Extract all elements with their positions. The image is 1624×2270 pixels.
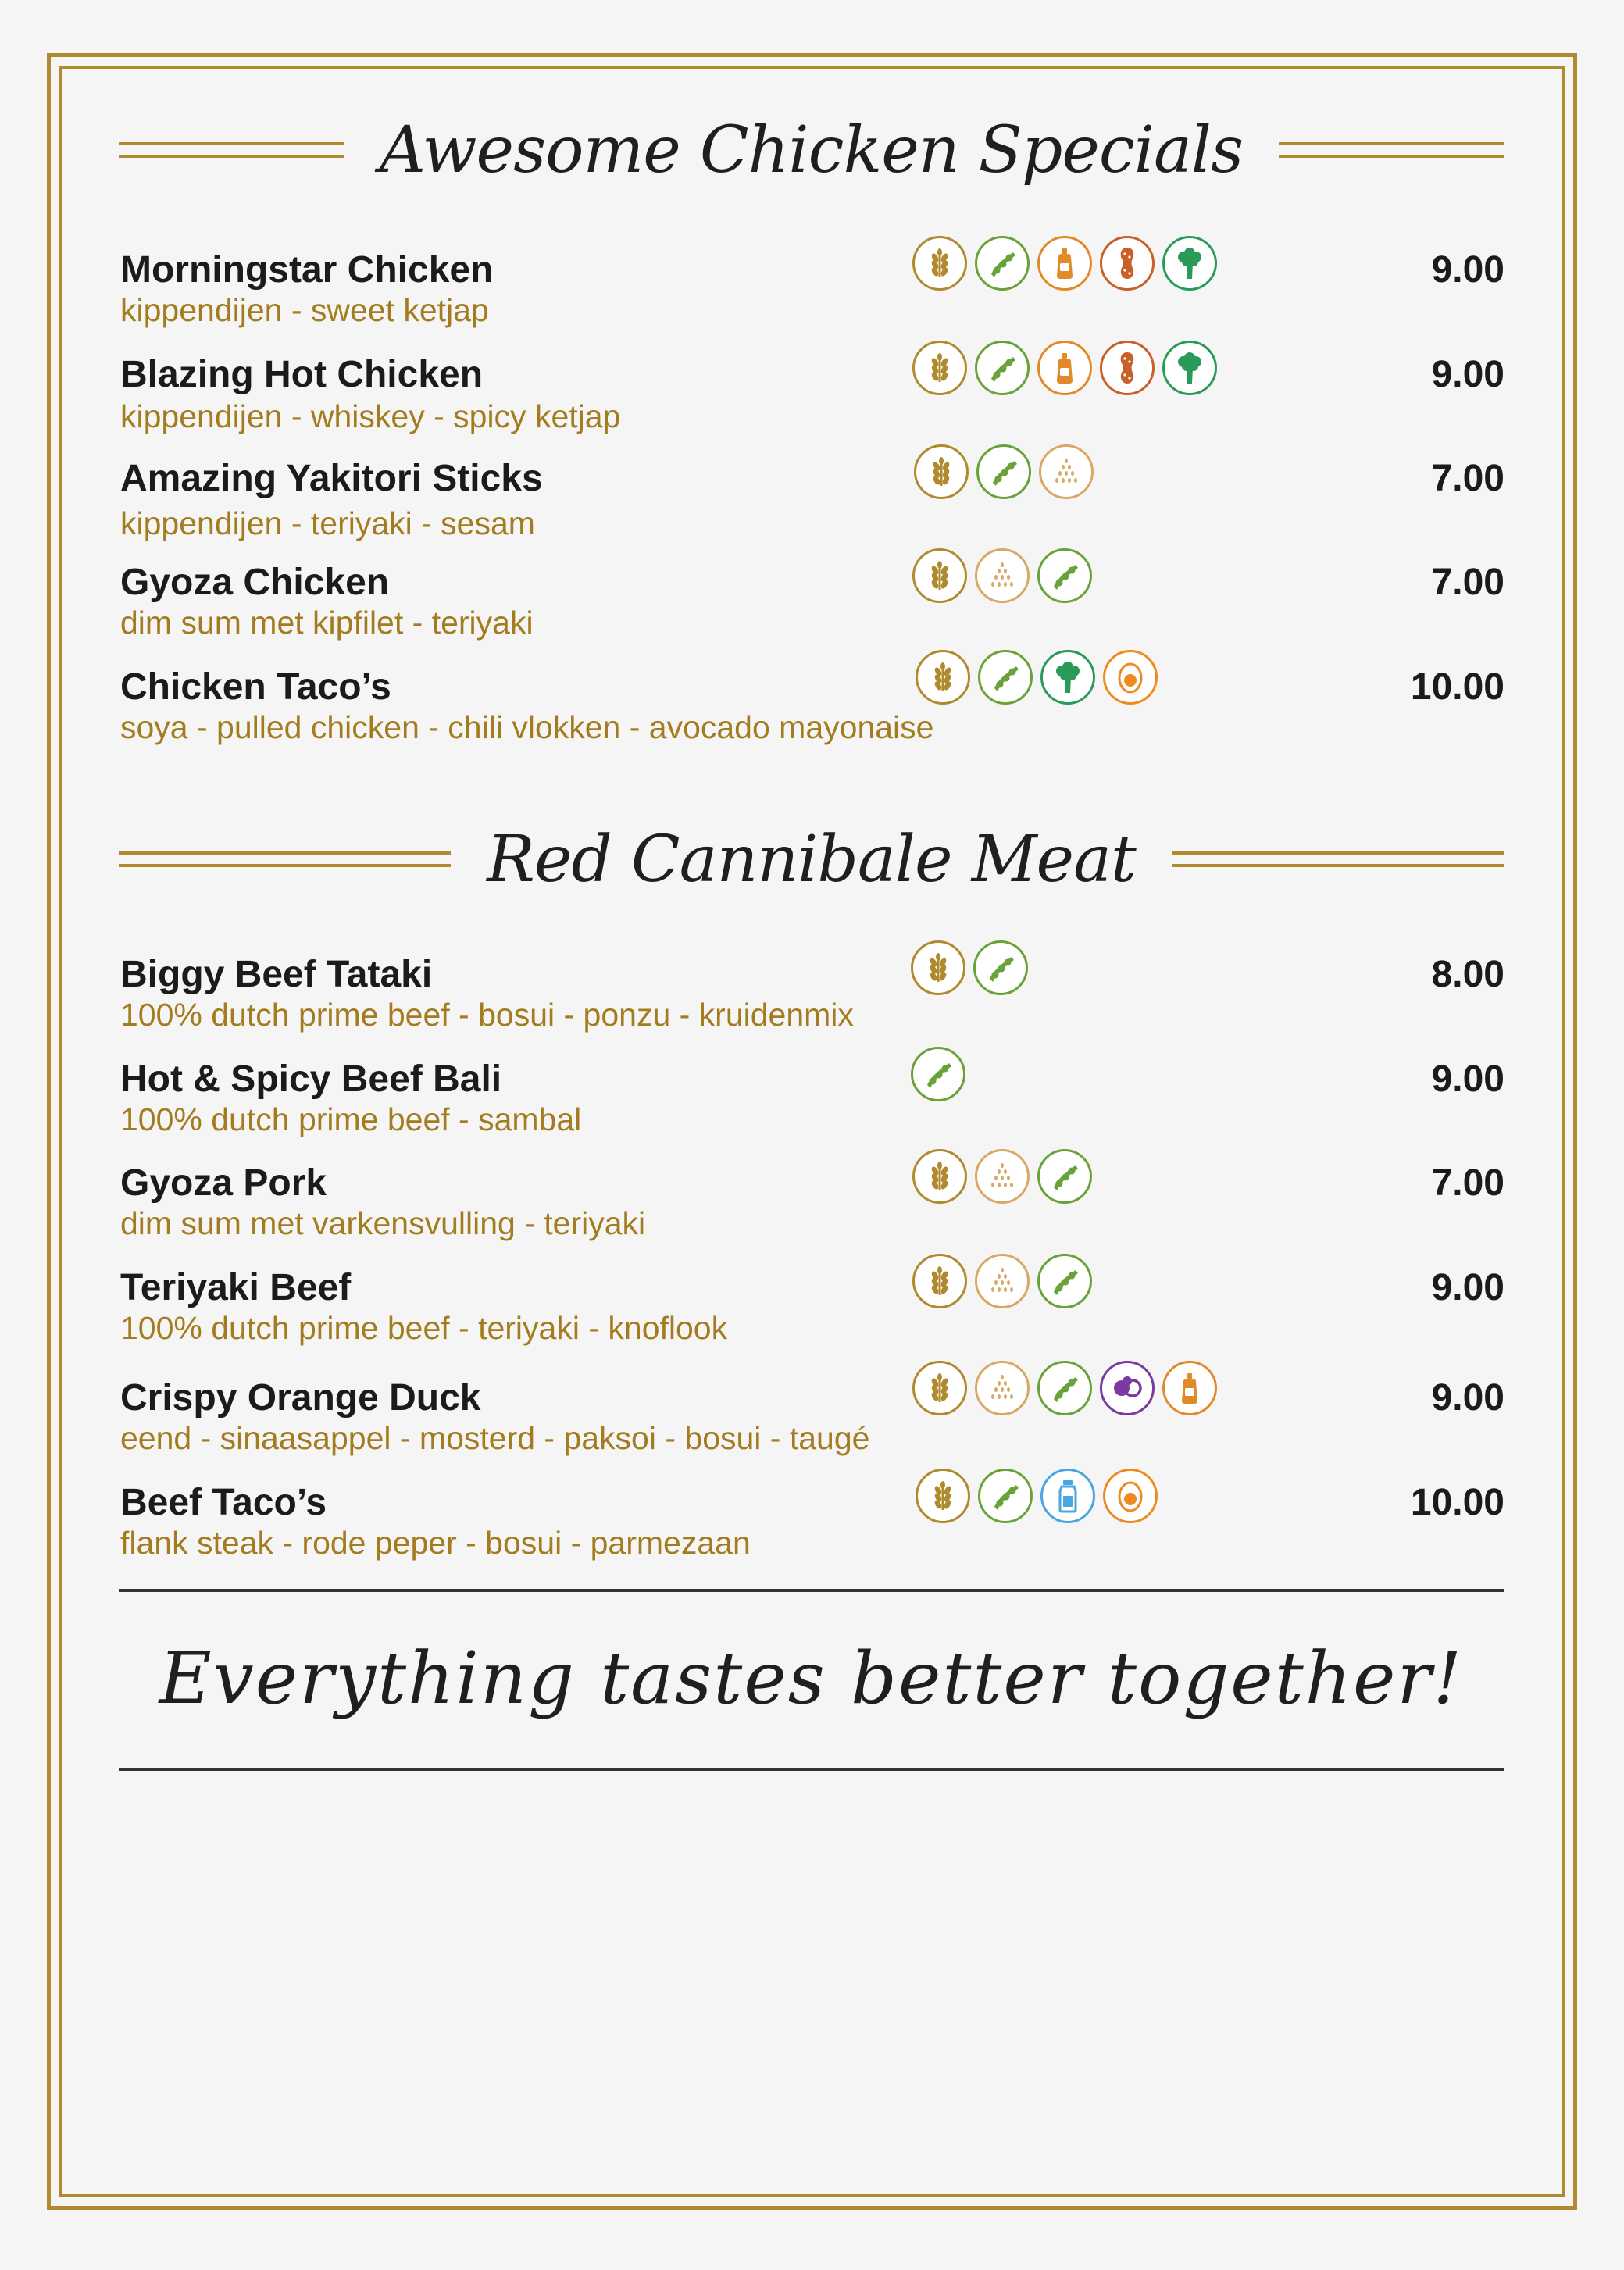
- title-rule-left: [119, 851, 451, 867]
- allergen-icons: [912, 236, 1217, 291]
- celery-icon: [1162, 341, 1217, 395]
- sesame-icon: [975, 548, 1030, 603]
- title-rule-right: [1172, 851, 1504, 867]
- allergen-icons: [911, 1047, 965, 1101]
- allergen-icons: [912, 1361, 1217, 1415]
- item-price: 7.00: [1431, 458, 1504, 499]
- soy-icon: [978, 650, 1033, 705]
- item-name: Crispy Orange Duck: [120, 1377, 481, 1419]
- item-description: kippendijen - whiskey - spicy ketjap: [120, 398, 621, 434]
- menu-item: [120, 666, 1504, 751]
- item-name: Teriyaki Beef: [120, 1267, 352, 1308]
- milk-icon: [1040, 1469, 1095, 1523]
- allergen-icons: [914, 444, 1094, 499]
- item-description: dim sum met kipfilet - teriyaki: [120, 605, 534, 641]
- gluten-icon: [911, 940, 965, 995]
- gluten-icon: [912, 341, 967, 395]
- egg-icon: [1103, 1469, 1158, 1523]
- gluten-icon: [912, 548, 967, 603]
- item-name: Hot & Spicy Beef Bali: [120, 1058, 502, 1100]
- soy-icon: [975, 341, 1030, 395]
- soy-icon: [973, 940, 1028, 995]
- item-description: 100% dutch prime beef - teriyaki - knoflook: [120, 1310, 728, 1346]
- section-title-chicken: [119, 95, 1504, 205]
- item-description: soya - pulled chicken - chili vlokken - avocado mayonaise: [120, 709, 934, 745]
- item-description: eend - sinaasappel - mosterd - paksoi - bosui - taugé: [120, 1420, 870, 1456]
- mustard-icon: [1162, 1361, 1217, 1415]
- allergen-icons: [912, 548, 1092, 603]
- allergen-icons: [916, 1469, 1158, 1523]
- gluten-icon: [912, 1254, 967, 1308]
- item-name: Gyoza Pork: [120, 1162, 327, 1204]
- item-price: 10.00: [1410, 666, 1504, 708]
- title-rule-left: [119, 142, 344, 158]
- item-price: 10.00: [1410, 1482, 1504, 1523]
- gluten-icon: [914, 444, 969, 499]
- menu-item: [120, 1481, 1504, 1567]
- gluten-icon: [912, 236, 967, 291]
- lupin-icon: [1100, 1361, 1155, 1415]
- soy-icon: [1037, 1254, 1092, 1308]
- egg-icon: [1103, 650, 1158, 705]
- soy-icon: [1037, 548, 1092, 603]
- sesame-icon: [975, 1361, 1030, 1415]
- soy-icon: [1037, 1149, 1092, 1204]
- tagline-rule-top: [119, 1589, 1504, 1592]
- item-name: Biggy Beef Tataki: [120, 954, 433, 995]
- menu-item: [120, 1266, 1504, 1352]
- menu-item: [120, 353, 1504, 439]
- soy-icon: [911, 1047, 965, 1101]
- sesame-icon: [1039, 444, 1094, 499]
- allergen-icons: [912, 1254, 1092, 1308]
- item-price: 9.00: [1431, 249, 1504, 291]
- item-description: kippendijen - sweet ketjap: [120, 292, 489, 328]
- menu-item: [120, 561, 1504, 647]
- menu-item: [120, 248, 1504, 334]
- section-heading: Awesome Chicken Specials: [379, 112, 1244, 187]
- tagline: Everything tastes better together!: [159, 1636, 1464, 1720]
- item-price: 7.00: [1431, 1162, 1504, 1204]
- soy-icon: [978, 1469, 1033, 1523]
- allergen-icons: [911, 940, 1028, 995]
- gluten-icon: [912, 1361, 967, 1415]
- soy-icon: [1037, 1361, 1092, 1415]
- gluten-icon: [912, 1149, 967, 1204]
- menu-item: [120, 1058, 1504, 1144]
- soy-icon: [976, 444, 1031, 499]
- celery-icon: [1040, 650, 1095, 705]
- item-name: Morningstar Chicken: [120, 249, 494, 291]
- allergen-icons: [916, 650, 1158, 705]
- allergen-icons: [912, 341, 1217, 395]
- sesame-icon: [975, 1254, 1030, 1308]
- item-description: kippendijen - teriyaki - sesam: [120, 505, 535, 541]
- item-description: flank steak - rode peper - bosui - parmezaan: [120, 1525, 751, 1561]
- sesame-icon: [975, 1149, 1030, 1204]
- item-name: Blazing Hot Chicken: [120, 354, 484, 395]
- item-price: 9.00: [1431, 1058, 1504, 1100]
- item-name: Gyoza Chicken: [120, 562, 390, 603]
- peanut-icon: [1100, 341, 1155, 395]
- title-rule-right: [1279, 142, 1504, 158]
- menu-item: [120, 457, 1504, 543]
- item-price: 9.00: [1431, 1377, 1504, 1419]
- allergen-icons: [912, 1149, 1092, 1204]
- section-title-meat: [119, 805, 1504, 914]
- item-name: Beef Taco’s: [120, 1482, 327, 1523]
- mustard-icon: [1037, 341, 1092, 395]
- gluten-icon: [916, 1469, 970, 1523]
- menu-item: [120, 1376, 1504, 1462]
- item-name: Amazing Yakitori Sticks: [120, 458, 543, 499]
- gluten-icon: [916, 650, 970, 705]
- soy-icon: [975, 236, 1030, 291]
- item-description: dim sum met varkensvulling - teriyaki: [120, 1205, 646, 1241]
- item-name: Chicken Taco’s: [120, 666, 391, 708]
- item-price: 7.00: [1431, 562, 1504, 603]
- item-price: 9.00: [1431, 354, 1504, 395]
- menu-item: [120, 1162, 1504, 1247]
- mustard-icon: [1037, 236, 1092, 291]
- tagline-rule-bottom: [119, 1768, 1504, 1771]
- celery-icon: [1162, 236, 1217, 291]
- item-description: 100% dutch prime beef - sambal: [120, 1101, 582, 1137]
- peanut-icon: [1100, 236, 1155, 291]
- section-heading: Red Cannibale Meat: [487, 822, 1136, 897]
- item-price: 8.00: [1431, 954, 1504, 995]
- item-price: 9.00: [1431, 1267, 1504, 1308]
- menu-item: [120, 953, 1504, 1039]
- item-description: 100% dutch prime beef - bosui - ponzu - kruidenmix: [120, 997, 854, 1033]
